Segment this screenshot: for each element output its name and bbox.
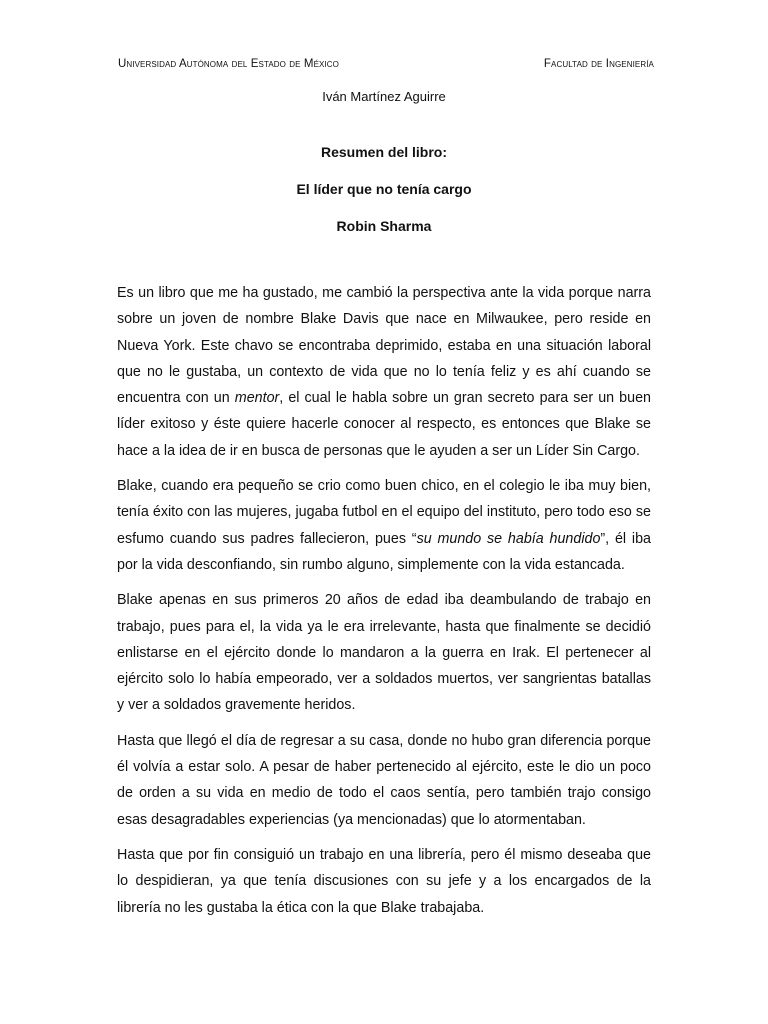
institution-name: Universidad Autónoma del Estado de México: [118, 58, 339, 70]
book-title: El líder que no tenía cargo: [296, 181, 472, 197]
paragraph-5: Hasta que por fin consiguió un trabajo en una librería, pero él mismo deseaba que lo despidieran, ya que tenía discusiones con su jefe y a los encargados de la librería no les gustaba la ética con la que Blake trabajaba.: [117, 846, 651, 916]
paragraph-1: [117, 280, 651, 464]
paragraph-1-text-a: Es un libro que me ha gustado, me cambió la perspectiva ante la vida porque narra sobre un joven de nombre Blake Davis que nace en Milwaukee, pero reside en Nueva York. Este chavo se encontraba deprimido, estaba en una situación laboral que no le gustaba, un contexto de vida que no lo tenía feliz y es ahí cuando se encuentra con un: [117, 285, 651, 407]
paragraph-2-text-a: Blake, cuando era pequeño se crio como buen chico, en el colegio le iba muy bien, tenía éxito con las mujeres, jugaba futbol en el equipo del instituto, pero todo eso se esfumo cuando sus padres fallecieron, pues “: [117, 478, 651, 547]
paragraph-2: [117, 473, 651, 578]
page-header: [118, 58, 654, 76]
paragraph-2-emphasis: su mundo se había hundido: [416, 530, 601, 547]
faculty-name: Facultad de Ingeniería: [543, 58, 654, 70]
paragraph-2-text-b: ”, él iba por la vida desconfiando, sin rumbo alguno, simplemente con la vida estancada.: [117, 530, 651, 573]
paragraph-3: Blake apenas en sus primeros 20 años de edad iba deambulando de trabajo en trabajo, pues para el, la vida ya le era irrelevante, hasta que finalmente se decidió enlistarse en el ejército donde lo mandaron a la guerra en Irak. El pertenecer al ejército solo lo había empeorado, ver a soldados muertos, ver sangrientas batallas y ver a soldados gravemente heridos.: [117, 592, 651, 714]
paragraph-1-text-b: , el cual le habla sobre un gran secreto para ser un buen líder exitoso y éste quiere hacerle conocer al respecto, es entonces que Blake se hace a la idea de ir en busca de personas que le ayuden a ser un Líder Sin Cargo.: [117, 390, 651, 459]
book-author: Robin Sharma: [336, 218, 432, 234]
paragraph-1-emphasis: mentor: [234, 390, 280, 407]
paragraph-4: Hasta que llegó el día de regresar a su casa, donde no hubo gran diferencia porque él volvía a estar solo. A pesar de haber pertenecido al ejército, este le dio un poco de orden a su vida en medio de todo el caos sentía, pero también trajo consigo esas desagradables experiencias (ya mencionadas) que lo atormentaban.: [117, 732, 651, 828]
document-body: [117, 280, 651, 930]
title-block: [0, 140, 768, 251]
summary-heading: Resumen del libro:: [320, 144, 448, 160]
author-name: Iván Martínez Aguirre: [322, 89, 446, 104]
